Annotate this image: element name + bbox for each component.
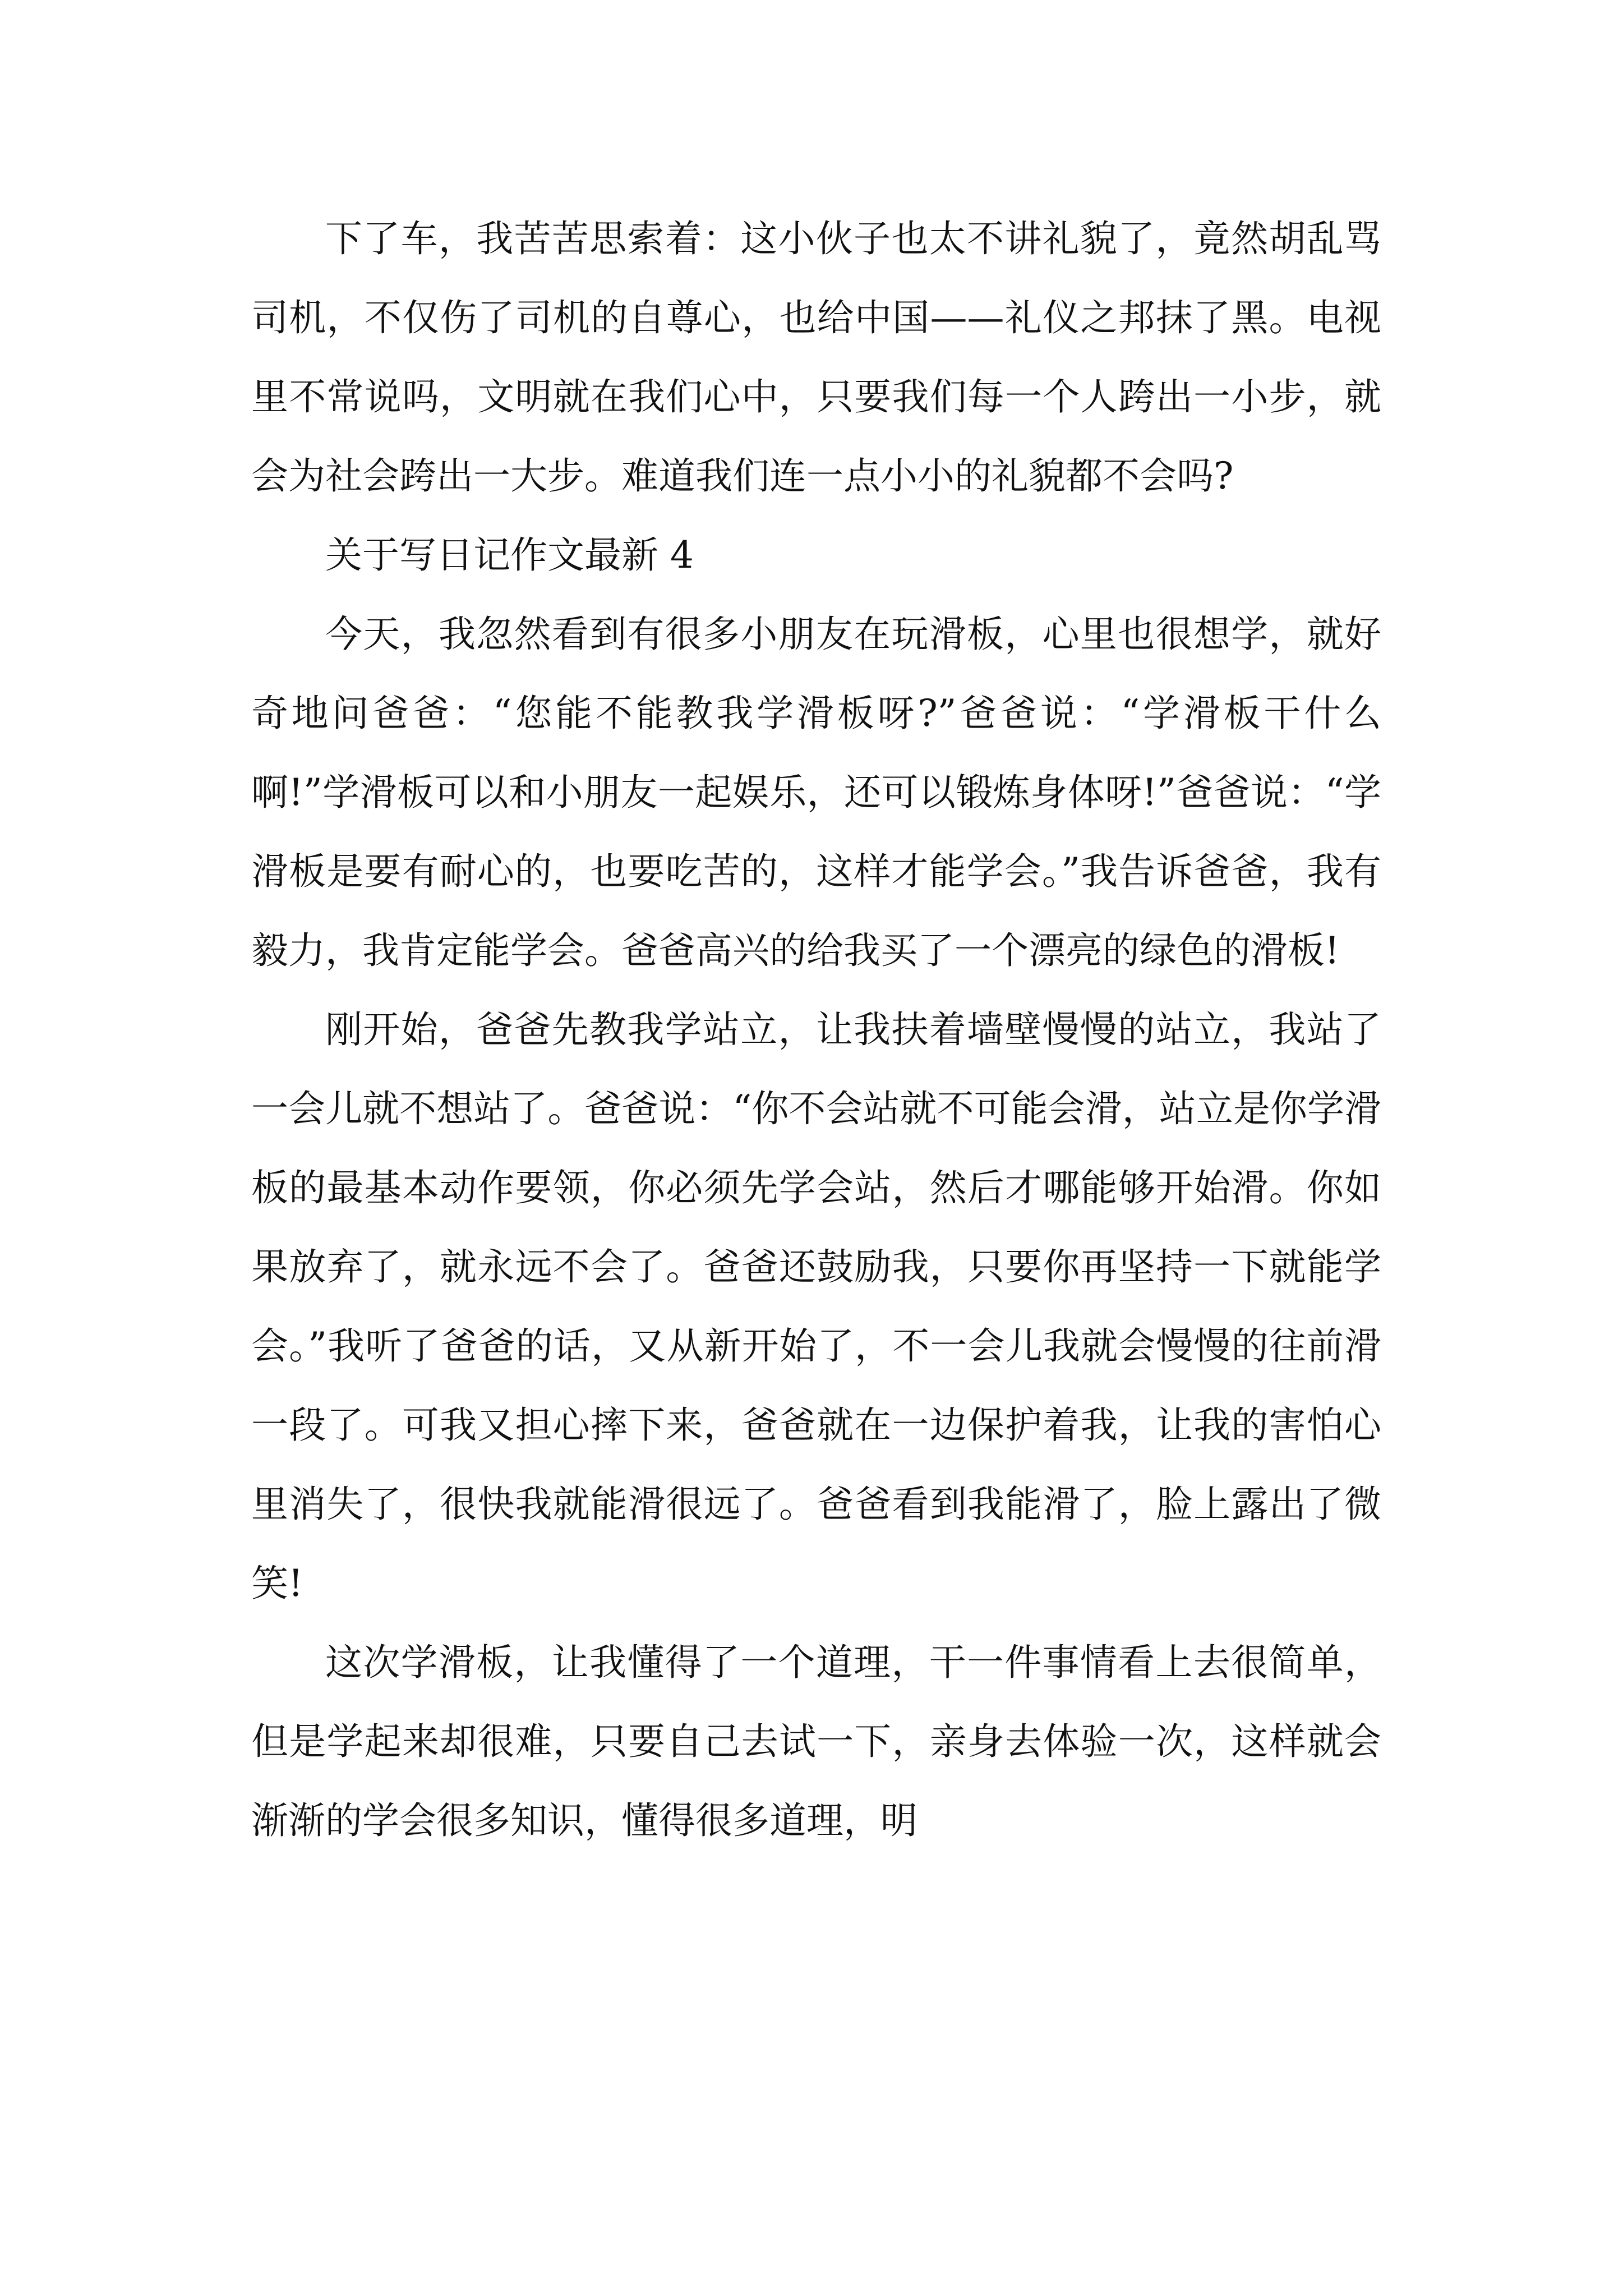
section-heading: 关于写日记作文最新 4 [325, 533, 694, 577]
paragraph-manners-reflection: 下了车，我苦苦思索着：这小伙子也太不讲礼貌了，竟然胡乱骂司机，不仅伤了司机的自尊心，也给中国——礼仪之邦抹了黑。电视里不常说吗，文明就在我们心中，只要我们每一个人跨出一小步，就会为社会跨出一大步。难道我们连一点小小的礼貌都不会吗? [251, 217, 1381, 498]
document-body [251, 199, 1381, 1860]
paragraph-lesson-learned: 这次学滑板，让我懂得了一个道理，干一件事情看上去很简单，但是学起来却很难，只要自己去试一下，亲身去体验一次，这样就会渐渐的学会很多知识，懂得很多道理，明 [251, 1641, 1381, 1842]
paragraph-skateboard-intro: 今天，我忽然看到有很多小朋友在玩滑板，心里也很想学，就好奇地问爸爸：“您能不能教我学滑板呀?”爸爸说：“学滑板干什么啊!”学滑板可以和小朋友一起娱乐，还可以锻炼身体呀!”爸爸说：“学滑板是要有耐心的，也要吃苦的，这样才能学会。”我告诉爸爸，我有毅力，我肯定能学会。爸爸高兴的给我买了一个漂亮的绿色的滑板! [251, 613, 1381, 972]
paragraph-learning-to-stand: 刚开始，爸爸先教我学站立，让我扶着墙壁慢慢的站立，我站了一会儿就不想站了。爸爸说：“你不会站就不可能会滑，站立是你学滑板的最基本动作要领，你必须先学会站，然后才哪能够开始滑。你如果放弃了，就永远不会了。爸爸还鼓励我，只要你再坚持一下就能学会。”我听了爸爸的话，又从新开始了，不一会儿我就会慢慢的往前滑一段了。可我又担心摔下来，爸爸就在一边保护着我，让我的害怕心里消失了，很快我就能滑很远了。爸爸看到我能滑了，脸上露出了微笑! [251, 1008, 1381, 1605]
